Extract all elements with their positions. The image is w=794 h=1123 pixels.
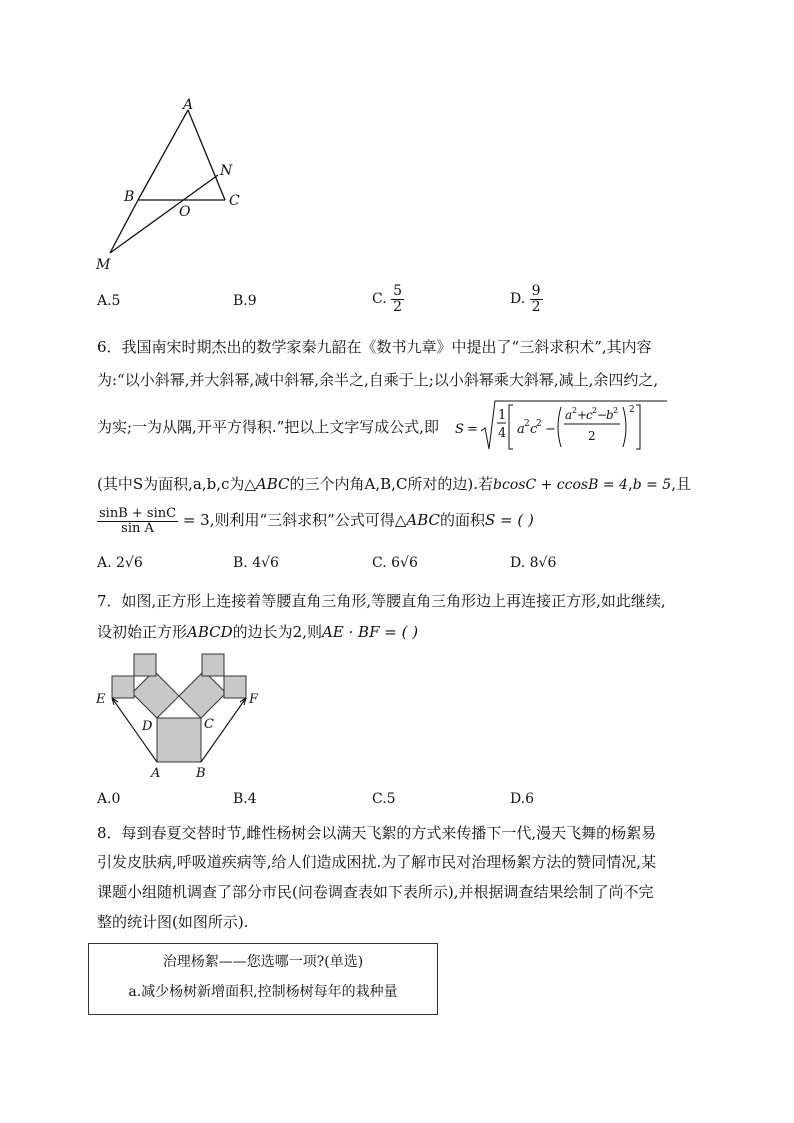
label-D: D xyxy=(142,719,153,734)
svg-text:2: 2 xyxy=(592,406,598,415)
q5-option-d[interactable] xyxy=(510,284,543,314)
label-B: B xyxy=(124,189,135,205)
svg-text:c: c xyxy=(586,408,593,422)
sine-fraction: $\frac{\sin B + \sin C}{\text{sin A}}$ xyxy=(99,506,177,536)
svg-text:2: 2 xyxy=(536,419,542,429)
fraction: $\frac{9}{2}$ xyxy=(531,283,541,315)
q6-line-5: $\frac{\sin B + \sin C}{\text{sin A}}$ = 3,则利用“三斜求积”公式可得△ABC的面积S = ( ) xyxy=(99,506,534,536)
q6-option-d[interactable]: D. 8√6 xyxy=(510,555,557,571)
label-A: A xyxy=(151,766,161,781)
option-letter: D. xyxy=(510,291,526,308)
svg-text:2: 2 xyxy=(613,406,619,415)
label-B: B xyxy=(196,766,206,781)
survey-table xyxy=(88,943,438,1015)
triangle-figure xyxy=(90,95,260,275)
svg-text:4: 4 xyxy=(498,426,507,441)
svg-text:=: = xyxy=(467,422,478,437)
svg-text:−: − xyxy=(597,408,608,422)
svg-text:a: a xyxy=(565,408,573,422)
svg-text:a: a xyxy=(517,422,525,437)
q7-line-2: 设初始正方形ABCD的边长为2,则AE · BF = ( ) xyxy=(97,623,419,641)
label-C: C xyxy=(204,717,214,732)
svg-text:2: 2 xyxy=(629,405,635,415)
q8-line-2: 引发皮肤病,呼吸道疾病等,给人们造成困扰.为了解市民对治理杨絮方法的赞同情况,某 xyxy=(97,853,657,871)
q5-option-c[interactable] xyxy=(372,284,404,314)
label-N: N xyxy=(220,163,233,179)
svg-text:−: − xyxy=(545,422,556,437)
svg-text:b: b xyxy=(606,408,614,422)
label-M: M xyxy=(96,257,111,273)
svg-text:2: 2 xyxy=(524,419,530,429)
q5-option-a[interactable]: A.5 xyxy=(97,293,121,309)
squares-figure xyxy=(92,650,262,785)
label-C: C xyxy=(229,193,240,209)
q6-line-2: 为:“以小斜幂,并大斜幂,减中斜幂,余半之,自乘于上;以小斜幂乘大斜幂,减上,余四约之, xyxy=(97,371,659,389)
q7-option-b[interactable]: B.4 xyxy=(233,791,257,807)
label-O: O xyxy=(179,204,191,220)
q6-line-4: (其中S为面积,a,b,c为△ABC的三个内角A,B,C所对的边).若bcosC + ccosB = 4,b = 5,且 xyxy=(97,475,691,493)
label-F: F xyxy=(249,692,259,707)
svg-text:2: 2 xyxy=(588,429,596,443)
q6-option-b[interactable]: B. 4√6 xyxy=(233,555,279,571)
q6-option-a[interactable]: A. 2√6 xyxy=(97,555,143,571)
svg-text:2: 2 xyxy=(572,406,578,415)
fraction: $\frac{5}{2}$ xyxy=(393,283,403,315)
heron-formula xyxy=(455,397,670,459)
survey-title: 治理杨絮——您选哪一项?(单选) xyxy=(162,954,364,970)
q8-line-1: 8．每到春夏交替时节,雌性杨树会以满天飞絮的方式来传播下一代,漫天飞舞的杨絮易 xyxy=(97,824,657,842)
svg-text:1: 1 xyxy=(498,408,507,423)
label-E: E xyxy=(96,692,106,707)
svg-text:S: S xyxy=(455,422,464,437)
q6-option-c[interactable]: C. 6√6 xyxy=(372,555,418,571)
q7-option-a[interactable]: A.0 xyxy=(97,791,121,807)
q8-line-3: 课题小组随机调查了部分市民(问卷调查表如下表所示),并根据调查结果绘制了尚不完 xyxy=(97,883,654,901)
option-letter: C. xyxy=(372,291,387,308)
label-A: A xyxy=(183,97,194,113)
q7-option-c[interactable]: C.5 xyxy=(372,791,396,807)
q6-line-3: 为实;一为从隅,开平方得积.”把以上文字写成公式,即 xyxy=(97,418,440,436)
q5-option-b[interactable]: B.9 xyxy=(233,293,257,309)
survey-option-a: a.减少杨树新增面积,控制杨树每年的栽种量 xyxy=(128,984,398,1000)
q7-option-d[interactable]: D.6 xyxy=(510,791,535,807)
q8-line-4: 整的统计图(如图所示). xyxy=(97,913,249,931)
svg-text:c: c xyxy=(530,422,538,437)
q6-line-1: 6．我国南宋时期杰出的数学家秦九韶在《数书九章》中提出了“三斜求积术”,其内容 xyxy=(97,338,652,356)
q7-line-1: 7．如图,正方形上连接着等腰直角三角形,等腰直角三角形边上再连接正方形,如此继续, xyxy=(97,592,666,610)
svg-text:+: + xyxy=(577,408,588,422)
